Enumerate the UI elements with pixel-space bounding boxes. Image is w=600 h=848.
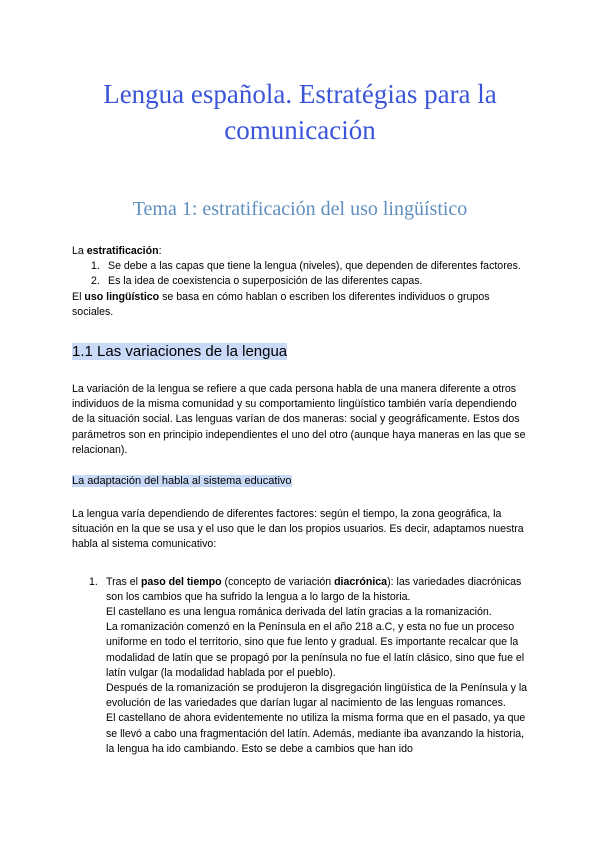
item-line: El castellano es una lengua románica derivada del latín gracias a la romanización.	[106, 606, 492, 619]
term-diacronica: diacrónica	[334, 575, 388, 588]
list-item: 1. Se debe a las capas que tiene la lengua (niveles), que dependen de diferentes factores.	[91, 260, 521, 273]
estratificacion-paragraph: La estratificación:	[72, 245, 162, 257]
list-item: 1. Tras el paso del tiempo (concepto de variación diacrónica): las variedades diacrónicas son los cambios que ha sufrido la lengua a lo largo de la historia. El castellano es una lengua románica derivada del latín gracias a la romanización. La romanización comenzó en la Península en el año 218 a.C, y esta no fue un proceso uniforme en todo el territorio, sino que fue lento y gradual. Es importante recalcar que la modalidad de latín que se propagó por la península no fue el latín clásico, sino que fue el latín vulgar (la modalidad hablada por el pueblo). Después de la romanización se produjeron la disgregación lingüística de la Península y la evolución de las variedades que darían lugar al nacimiento de las lenguas romances. El castellano de ahora evidentemente no utiliza la misma forma que en el pasado, ya que se llevó a cabo una fragmentación del latín. Además, mediante iba avanzando la historia, la lengua ha ido cambiando. Esto se debe a cambios que han ido	[72, 575, 528, 757]
section-heading: 1.1 Las variaciones de la lengua	[72, 343, 288, 361]
document-page	[0, 76, 600, 848]
term-estratificacion: estratificación	[86, 245, 159, 257]
item-intro: Tras el paso del tiempo (concepto de variación diacrónica): las variedades diacrónicas son los cambios que ha sufrido la lengua a lo largo de la historia.	[106, 575, 522, 603]
item-line: Después de la romanización se produjeron la disgregación lingüística de la Península y la evolución de las variedades que darían lugar al nacimiento de las lenguas romances.	[106, 682, 528, 710]
variation-paragraph: La variación de la lengua se refiere a que cada persona habla de una manera diferente a otros individuos de la misma comunidad y su comportamiento lingüístico también varía dependiendo de la situación social. Las lenguas varían de dos maneras: social y geográficamente. Estos dos parámetros son en principio independientes el uno del otro (aunque haya maneras en las que se relacionan).	[72, 383, 526, 456]
item-line: La romanización comenzó en la Península en el año 218 a.C, y esta no fue un proceso uniforme en todo el territorio, sino que fue lento y gradual. Es importante recalcar que la modalidad de latín que se propagó por la península no fue el latín clásico, sino que fue el latín vulgar (la modalidad hablada por el pueblo).	[106, 621, 525, 679]
subsection-heading: La adaptación del habla al sistema educativo	[72, 475, 292, 488]
topic-title: Tema 1: estratificación del uso lingüístico	[132, 198, 468, 220]
term-uso-linguistico: uso lingüístico	[84, 290, 160, 303]
list-item: 2. Es la idea de coexistencia o superposición de las diferentes capas.	[91, 275, 423, 288]
item-line: El castellano de ahora evidentemente no utiliza la misma forma que en el pasado, ya que se llevó a cabo una fragmentación del latín. Además, mediante iba avanzando la historia, la lengua ha ido cambiando. Esto se debe a cambios que han ido	[106, 712, 526, 755]
adaptation-paragraph: La lengua varía dependiendo de diferentes factores: según el tiempo, la zona geográfica, la situación en la que se usa y el uso que le dan los propios usuarios. Es decir, adaptamos nuestra habla al sistema comunicativo:	[72, 508, 524, 551]
document-title: Lengua española. Estratégias para la comunicación	[103, 79, 497, 145]
uso-linguistico-paragraph: El uso lingüístico se basa en cómo hablan o escriben los diferentes individuos o grupos sociales.	[72, 290, 490, 318]
factors-list	[72, 575, 528, 757]
estratificacion-list	[72, 259, 528, 289]
term-paso-del-tiempo: paso del tiempo	[140, 575, 222, 588]
